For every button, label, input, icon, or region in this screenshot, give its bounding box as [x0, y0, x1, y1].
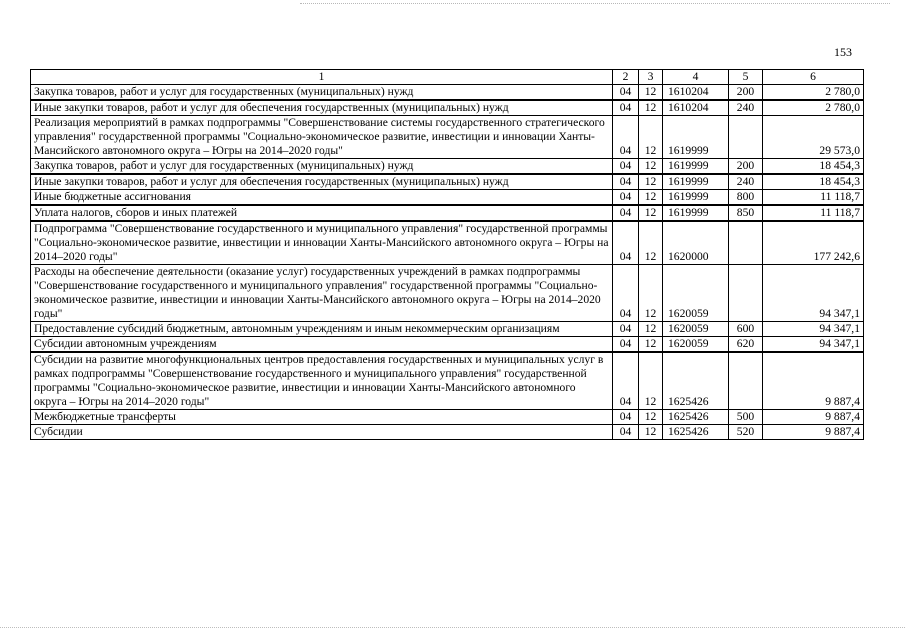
row-section-code: 04 [613, 425, 639, 440]
row-amount: 177 242,6 [763, 221, 864, 265]
row-expense-type [729, 352, 763, 410]
row-amount: 2 780,0 [763, 85, 864, 101]
row-section-code: 04 [613, 100, 639, 116]
row-target-article: 1620059 [663, 322, 729, 337]
table-row [31, 425, 864, 440]
row-section-code: 04 [613, 116, 639, 159]
row-description: Иные закупки товаров, работ и услуг для обеспечения государственных (муниципальных) нужд [31, 174, 613, 190]
row-target-article: 1610204 [663, 100, 729, 116]
table-row [31, 265, 864, 322]
row-expense-type: 240 [729, 174, 763, 190]
row-amount: 9 887,4 [763, 352, 864, 410]
row-description: Расходы на обеспечение деятельности (оказание услуг) государственных учреждений в рамках подпрограммы "Совершенствование государственного и муниципального управления" государственной программы "Социально-экономическое развитие, инвестиции и инновации Ханты-Мансийского автономного округа – Югры на 2014–2020 годы" [31, 265, 613, 322]
row-subsection-code: 12 [639, 352, 663, 410]
row-target-article: 1610204 [663, 85, 729, 101]
row-section-code: 04 [613, 159, 639, 175]
row-section-code: 04 [613, 337, 639, 353]
row-expense-type: 200 [729, 85, 763, 101]
table-row [31, 85, 864, 101]
row-amount: 2 780,0 [763, 100, 864, 116]
row-section-code: 04 [613, 205, 639, 221]
row-expense-type: 240 [729, 100, 763, 116]
row-target-article: 1620059 [663, 265, 729, 322]
row-expense-type: 500 [729, 410, 763, 425]
row-subsection-code: 12 [639, 425, 663, 440]
row-amount: 29 573,0 [763, 116, 864, 159]
row-section-code: 04 [613, 221, 639, 265]
row-amount: 11 118,7 [763, 190, 864, 206]
row-subsection-code: 12 [639, 85, 663, 101]
row-subsection-code: 12 [639, 159, 663, 175]
row-expense-type: 200 [729, 159, 763, 175]
table-row [31, 221, 864, 265]
row-amount: 11 118,7 [763, 205, 864, 221]
row-target-article: 1619999 [663, 174, 729, 190]
row-subsection-code: 12 [639, 100, 663, 116]
row-description: Иные бюджетные ассигнования [31, 190, 613, 206]
table-row [31, 174, 864, 190]
row-target-article: 1625426 [663, 352, 729, 410]
table-row [31, 205, 864, 221]
table-row [31, 322, 864, 337]
row-description: Предоставление субсидий бюджетным, автономным учреждениям и иным некоммерческим организациям [31, 322, 613, 337]
row-amount: 94 347,1 [763, 322, 864, 337]
row-section-code: 04 [613, 190, 639, 206]
row-subsection-code: 12 [639, 265, 663, 322]
row-description: Реализация мероприятий в рамках подпрограммы "Совершенствование системы государственного стратегического управления" государственной программы "Социально-экономическое развитие, инвестиции и инновации Ханты-Мансийского автономного округа – Югры на 2014–2020 годы" [31, 116, 613, 159]
row-subsection-code: 12 [639, 116, 663, 159]
row-expense-type: 800 [729, 190, 763, 206]
table-header-row [31, 70, 864, 85]
row-target-article: 1619999 [663, 190, 729, 206]
column-header: 2 [613, 70, 639, 85]
row-section-code: 04 [613, 174, 639, 190]
row-amount: 94 347,1 [763, 265, 864, 322]
row-target-article: 1619999 [663, 205, 729, 221]
row-amount: 18 454,3 [763, 159, 864, 175]
row-amount: 9 887,4 [763, 410, 864, 425]
row-subsection-code: 12 [639, 221, 663, 265]
row-amount: 9 887,4 [763, 425, 864, 440]
row-expense-type: 600 [729, 322, 763, 337]
row-subsection-code: 12 [639, 205, 663, 221]
row-expense-type: 850 [729, 205, 763, 221]
budget-table [30, 69, 864, 440]
table-body [31, 70, 864, 440]
column-header: 4 [663, 70, 729, 85]
row-section-code: 04 [613, 265, 639, 322]
table-row [31, 190, 864, 206]
row-expense-type: 520 [729, 425, 763, 440]
row-expense-type [729, 116, 763, 159]
column-header: 6 [763, 70, 864, 85]
scan-edge-bottom [0, 627, 905, 628]
row-target-article: 1619999 [663, 159, 729, 175]
row-section-code: 04 [613, 85, 639, 101]
row-description: Иные закупки товаров, работ и услуг для обеспечения государственных (муниципальных) нужд [31, 100, 613, 116]
row-expense-type [729, 265, 763, 322]
row-amount: 18 454,3 [763, 174, 864, 190]
row-description: Межбюджетные трансферты [31, 410, 613, 425]
row-target-article: 1625426 [663, 425, 729, 440]
row-section-code: 04 [613, 410, 639, 425]
column-header: 3 [639, 70, 663, 85]
column-header: 1 [31, 70, 613, 85]
column-header: 5 [729, 70, 763, 85]
row-subsection-code: 12 [639, 337, 663, 353]
row-subsection-code: 12 [639, 322, 663, 337]
row-amount: 94 347,1 [763, 337, 864, 353]
row-target-article: 1619999 [663, 116, 729, 159]
row-target-article: 1625426 [663, 410, 729, 425]
row-target-article: 1620059 [663, 337, 729, 353]
row-description: Субсидии на развитие многофункциональных центров предоставления государственных и муниципальных услуг в рамках подпрограммы "Совершенствование государственного и муниципального управления" государственной программы "Социально-экономическое развитие, инвестиции и инновации Ханты-Мансийского автономного округа – Югры на 2014–2020 годы" [31, 352, 613, 410]
table-row [31, 337, 864, 353]
table-row [31, 352, 864, 410]
row-description: Уплата налогов, сборов и иных платежей [31, 205, 613, 221]
row-expense-type: 620 [729, 337, 763, 353]
row-section-code: 04 [613, 322, 639, 337]
row-description: Закупка товаров, работ и услуг для государственных (муниципальных) нужд [31, 159, 613, 175]
table-row [31, 116, 864, 159]
row-section-code: 04 [613, 352, 639, 410]
row-expense-type [729, 221, 763, 265]
row-description: Субсидии [31, 425, 613, 440]
row-description: Закупка товаров, работ и услуг для государственных (муниципальных) нужд [31, 85, 613, 101]
table-row [31, 410, 864, 425]
row-description: Подпрограмма "Совершенствование государственного и муниципального управления" государственной программы "Социально-экономическое развитие, инвестиции и инновации Ханты-Мансийского автономного округа – Югры на 2014–2020 годы" [31, 221, 613, 265]
table-row [31, 100, 864, 116]
row-subsection-code: 12 [639, 174, 663, 190]
row-description: Субсидии автономным учреждениям [31, 337, 613, 353]
row-target-article: 1620000 [663, 221, 729, 265]
row-subsection-code: 12 [639, 410, 663, 425]
row-subsection-code: 12 [639, 190, 663, 206]
page-number: 153 [834, 45, 852, 59]
scan-edge-top [300, 3, 890, 4]
table-row [31, 159, 864, 175]
